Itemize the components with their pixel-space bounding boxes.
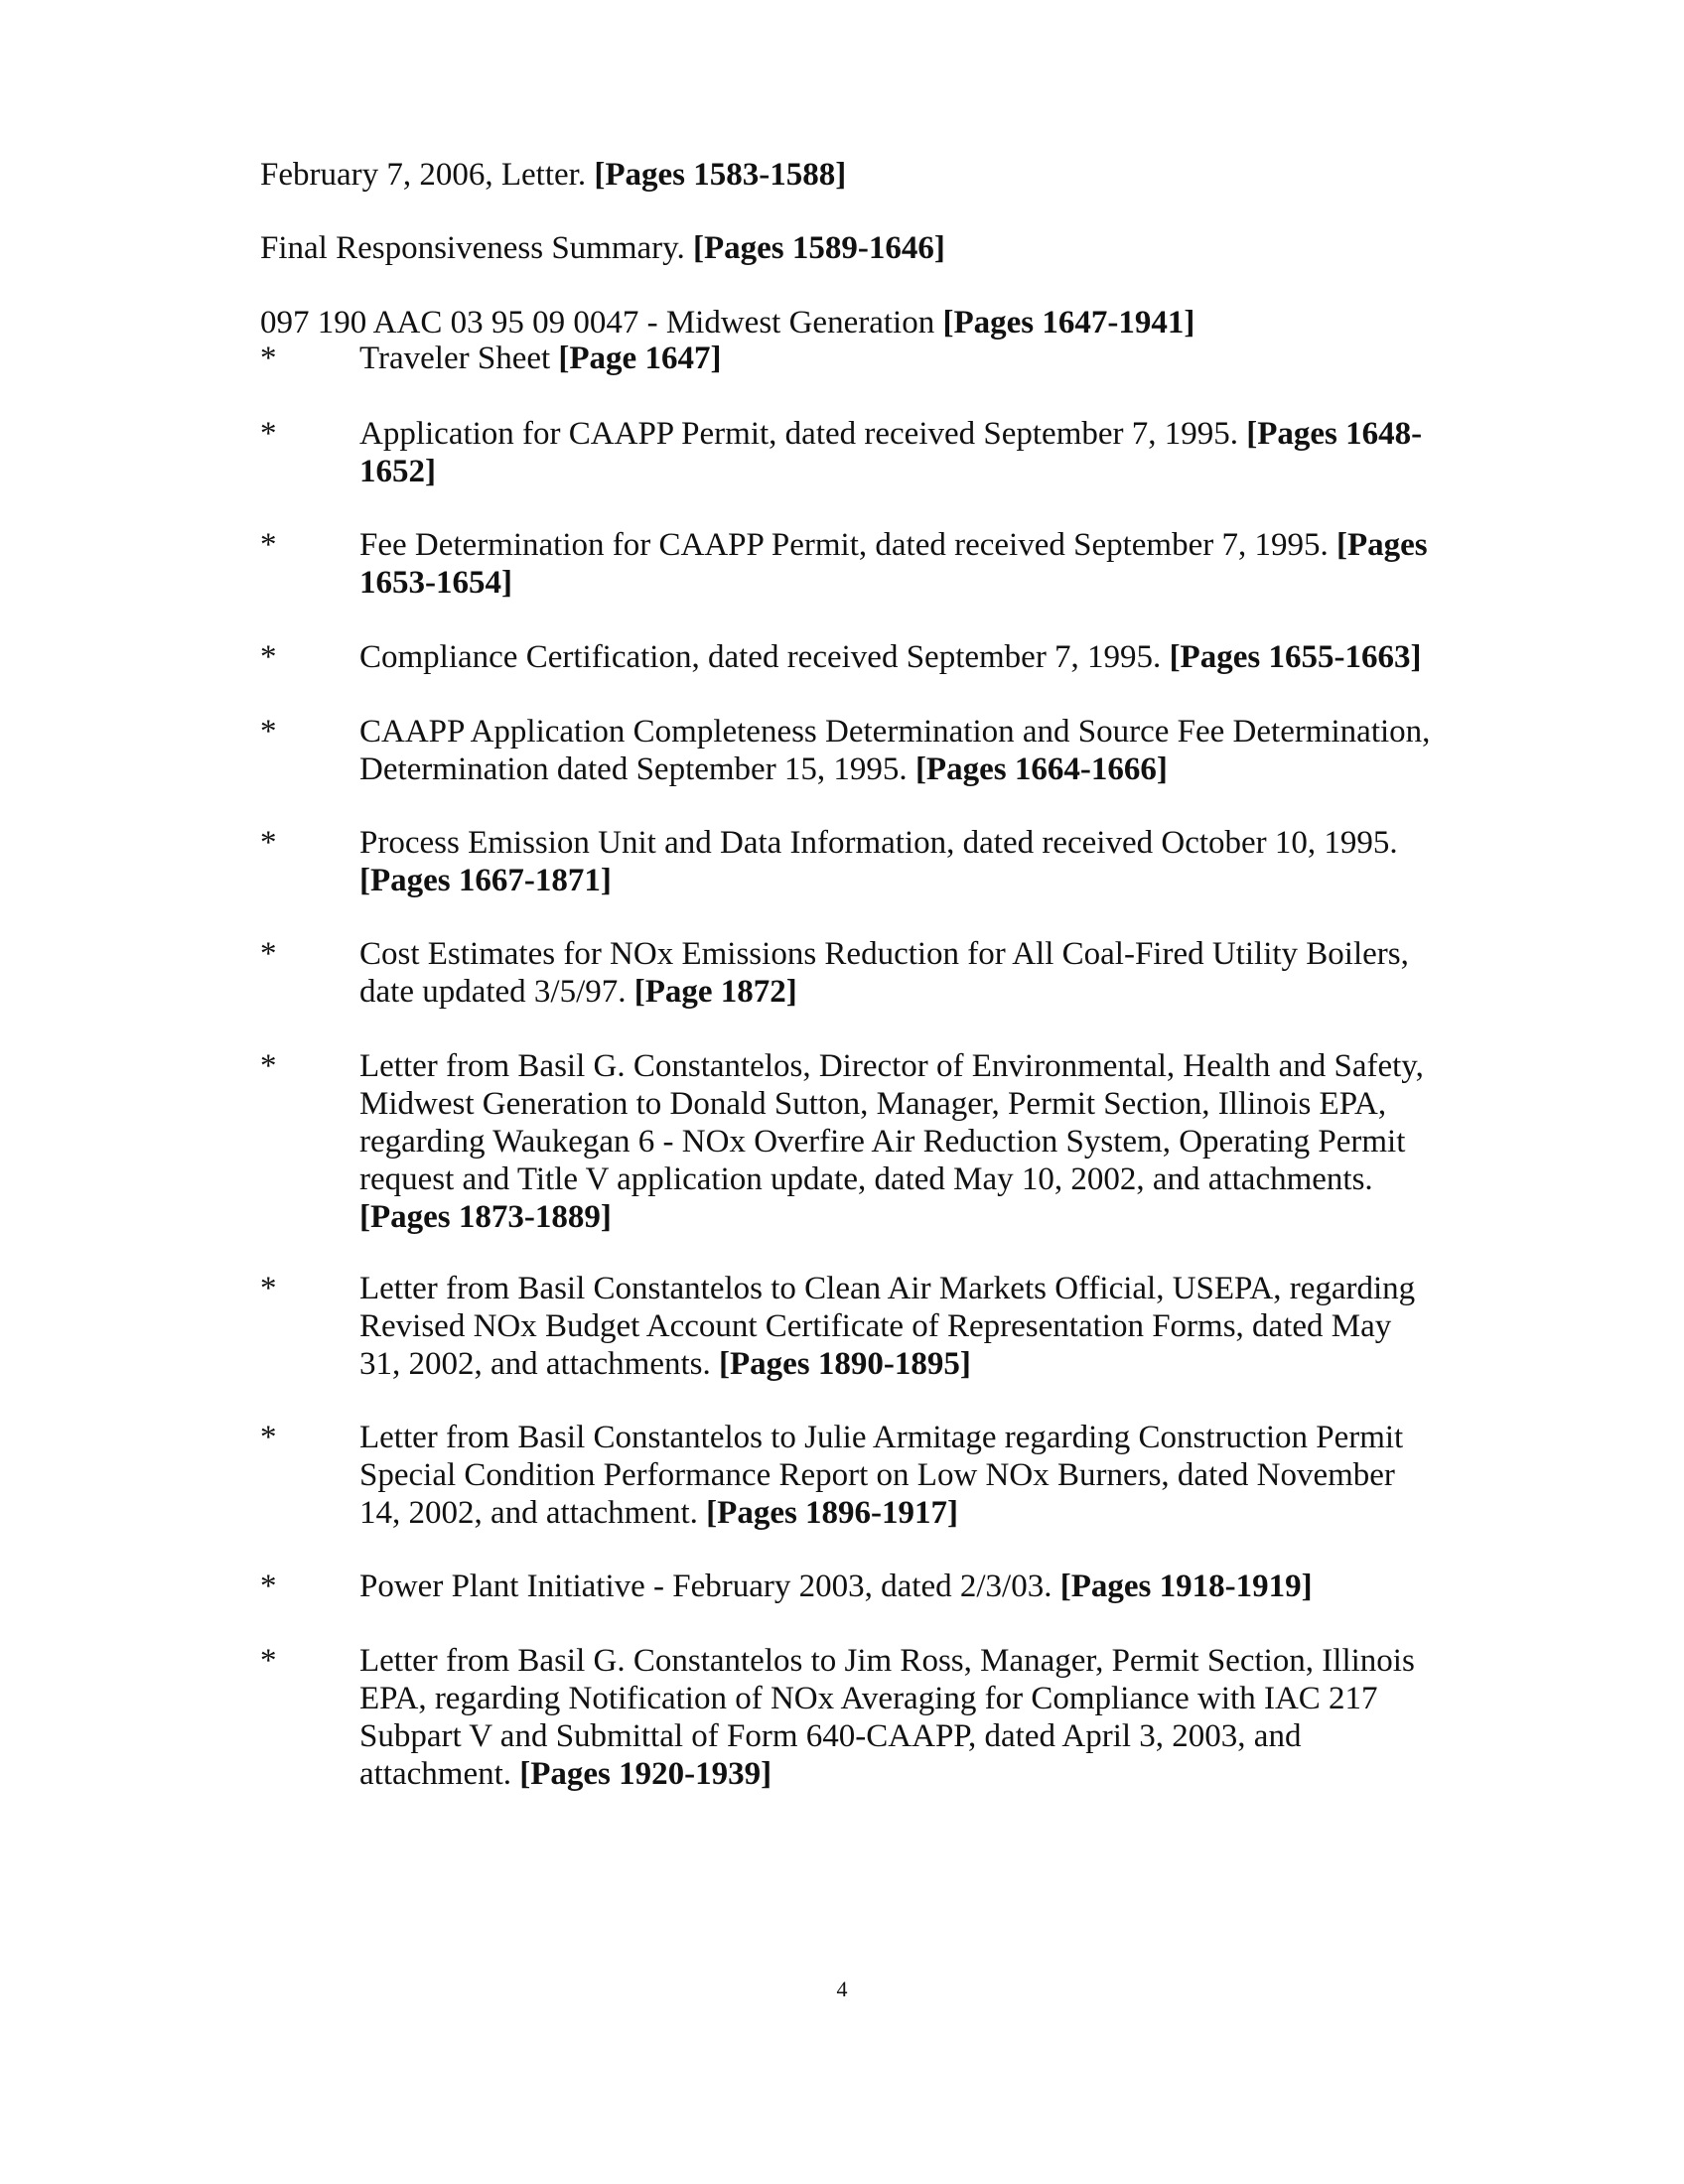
page-range-continued: 1653-1654] [359,565,512,601]
section-heading-midwest-generation [260,304,1511,341]
page-range: [Pages [1335,527,1428,563]
bullet-asterisk: * [260,527,277,563]
item-text: Traveler Sheet [359,341,551,376]
entry-text: Final Responsiveness Summary. [260,230,685,266]
page-range: [Page 1872] [633,974,797,1010]
page-range: [Pages 1918-1919] [1059,1569,1313,1604]
bullet-asterisk: * [260,1569,277,1604]
item-text: Letter from Basil Constantelos to Julie Armitage regarding Construction Permit [359,1420,1404,1455]
page-range-continued: 1652] [359,454,436,489]
item-text: request and Title V application update, dated May 10, 2002, and attachments. [359,1161,1373,1197]
entry-text: February 7, 2006, Letter. [260,157,587,193]
item-text: Special Condition Performance Report on Low NOx Burners, dated November [359,1457,1395,1493]
item-text: Application for CAAPP Permit, dated received September 7, 1995. [359,416,1239,452]
item-text: Process Emission Unit and Data Information, dated received October 10, 1995. [359,825,1398,861]
item-text: Midwest Generation to Donald Sutton, Manager, Permit Section, Illinois EPA, [359,1086,1387,1122]
item-text: Letter from Basil Constantelos to Clean Air Markets Official, USEPA, regarding [359,1271,1416,1306]
page-range: [Pages 1873-1889] [359,1199,612,1235]
page-range: [Pages 1589-1646] [693,230,945,266]
entry-final-responsiveness-summary [260,229,1511,267]
bullet-asterisk: * [260,1048,277,1084]
bullet-asterisk: * [260,416,277,452]
bullet-asterisk: * [260,936,277,972]
page-range: [Pages 1647-1941] [942,305,1195,341]
item-text: attachment. [359,1756,512,1792]
item-text: Fee Determination for CAAPP Permit, dated received September 7, 1995. [359,527,1329,563]
item-text: Letter from Basil G. Constantelos to Jim Ross, Manager, Permit Section, Illinois [359,1643,1415,1679]
item-text: EPA, regarding Notification of NOx Averaging for Compliance with IAC 217 [359,1681,1378,1716]
item-text: date updated 3/5/97. [359,974,627,1010]
bullet-asterisk: * [260,714,277,750]
bullet-asterisk: * [260,341,277,376]
item-text: Cost Estimates for NOx Emissions Reduction for All Coal-Fired Utility Boilers, [359,936,1409,972]
item-text: Revised NOx Budget Account Certificate of Representation Forms, dated May [359,1308,1392,1344]
section-heading-text: 097 190 AAC 03 95 09 0047 - Midwest Generation [260,305,935,341]
item-text: Letter from Basil G. Constantelos, Director of Environmental, Health and Safety, [359,1048,1424,1084]
page-range: [Pages 1890-1895] [719,1346,971,1382]
bullet-asterisk: * [260,1271,277,1306]
item-text: Determination dated September 15, 1995. [359,751,908,787]
page-range: [Pages 1655-1663] [1169,639,1422,675]
item-text: 31, 2002, and attachments. [359,1346,711,1382]
bullet-asterisk: * [260,1643,277,1679]
page-range: [Page 1647] [558,341,722,376]
bullet-asterisk: * [260,639,277,675]
bullet-asterisk: * [260,825,277,861]
item-text: 14, 2002, and attachment. [359,1495,698,1531]
item-text: Subpart V and Submittal of Form 640-CAAPP, dated April 3, 2003, and [359,1718,1302,1754]
page-range: [Pages 1896-1917] [706,1495,959,1531]
item-text: regarding Waukegan 6 - NOx Overfire Air Reduction System, Operating Permit [359,1124,1406,1160]
entry-feb-2006-letter [260,156,1511,194]
item-text: CAAPP Application Completeness Determination and Source Fee Determination, [359,714,1431,750]
item-text: Compliance Certification, dated received September 7, 1995. [359,639,1162,675]
page-range: [Pages 1664-1666] [914,751,1168,787]
item-text: Power Plant Initiative - February 2003, dated 2/3/03. [359,1569,1052,1604]
page-range: [Pages 1583-1588] [594,157,847,193]
bullet-asterisk: * [260,1420,277,1455]
page-range: [Pages 1667-1871] [359,863,612,898]
page-range: [Pages 1648- [1246,416,1423,452]
page-number: 4 [836,1977,848,2001]
page-range: [Pages 1920-1939] [519,1756,772,1792]
